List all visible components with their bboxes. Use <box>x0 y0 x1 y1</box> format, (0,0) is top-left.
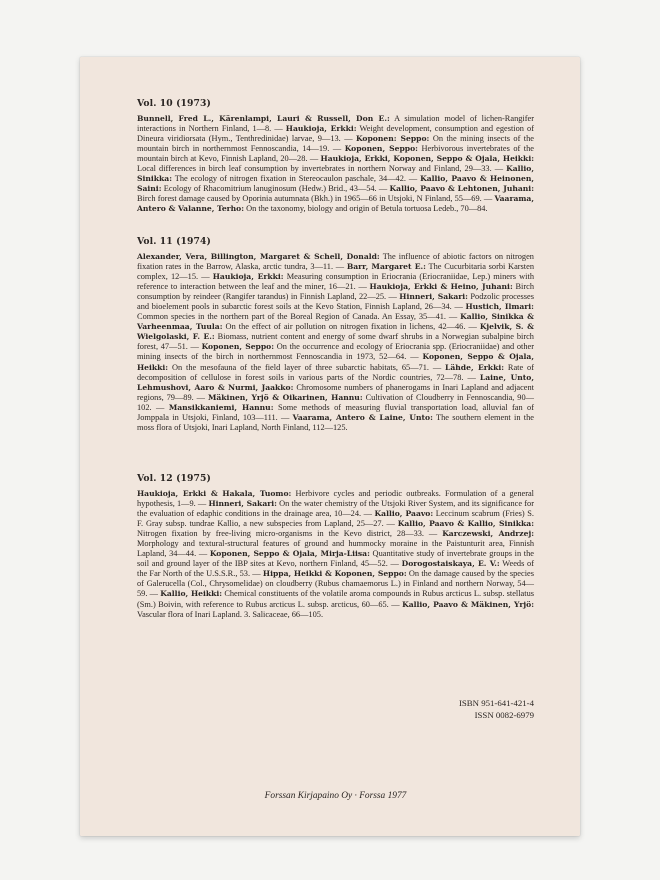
entry-title: On the effect of air pollution on nitrogen fixation in lichens, 42—46. — <box>222 322 480 332</box>
entry-authors: Haukioja, Erkki: <box>212 272 284 282</box>
entry-authors: Karczewski, Andrzej: <box>442 529 534 539</box>
identifiers <box>137 697 534 721</box>
volume-12-section <box>137 473 534 620</box>
entry-title: On the mesofauna of the field layer of three subarctic habitats, 65—71. — <box>168 362 446 372</box>
entry-title: On the mining insects of the mountain birch in northernmost Fennoscandia, 14—19. — <box>137 134 534 154</box>
volume-entries <box>137 114 534 214</box>
entry-authors: Kallio, Sinikka & Varheenmaa, Tuula: <box>137 312 535 332</box>
entry-authors: Kallio, Paavo & Kallio, Sinikka: <box>397 519 535 529</box>
entry-authors: Koponen, Seppo & Ojala, Mirja-Liisa: <box>209 549 370 559</box>
entry-title: The influence of abiotic factors on nitrogen fixation rates in the Barrow, Alaska, arctic tundra, 3—11. — <box>137 252 534 272</box>
isbn-number: ISBN 951-641-421-4 <box>458 698 534 708</box>
entry-title: Chemical constituents of the volatile aroma compounds in Rubus arcticus L. subsp. stellatus (Sm.) Boivin, with reference to Rubus arcticus L. subsp. arcticus, 60—65. — <box>137 589 534 609</box>
entry-authors: Dorogostaiskaya, E. V.: <box>401 559 500 569</box>
entry-title: Measuring consumption in Eriocrania (Eriocraniidae, Lep.) miners with reference to interaction between the leaf and the miner, 16—21. — <box>137 272 534 292</box>
entry-title: The Cucurbitaria sorbi Karsten complex, 12—15. — <box>137 262 534 282</box>
entry-authors: Barr, Margaret E.: <box>346 262 426 272</box>
entry-authors: Kallio, Paavo: <box>374 509 434 519</box>
entry-authors: Kallio, Paavo & Lehtonen, Juhani: <box>389 184 534 194</box>
entry-authors: Hippa, Heikki & Koponen, Seppo: <box>262 569 407 579</box>
back-cover <box>80 57 580 836</box>
entry-authors: Kallio, Paavo & Mäkinen, Yrjö: <box>402 599 534 609</box>
entry-title: Chromosome numbers of phanerogams in Inari Lapland and adjacent regions, 79—89. — <box>137 382 534 402</box>
entry-authors: Kallio, Paavo & Heinonen, Saini: <box>137 174 534 194</box>
entry-authors: Haukioja, Erkki, Koponen, Seppo & Ojala, Heikki: <box>320 154 535 164</box>
entry-authors: Koponen, Seppo & Ojala, Heikki: <box>137 352 534 372</box>
entry-title: Herbivore cycles and periodic outbreaks. Formulation of a general hypothesis, 1—9. — <box>137 489 535 509</box>
volume-heading: Vol. 12 (1975) <box>137 473 211 484</box>
entry-title: Weight development, consumption and egestion of Dineura viridiorsata (Hym., Tenthredinidae) larvae, 9—13. — <box>137 124 534 144</box>
printer-imprint: Forssan Kirjapaino Oy · Forssa 1977 <box>264 791 407 801</box>
entry-title: Nitrogen fixation by free-living micro-organisms in the Kevo district, 28—33. — <box>137 529 443 539</box>
volume-entries <box>137 252 534 433</box>
entry-authors: Haukioja, Erkki: <box>285 124 357 134</box>
entry-title: Birch forest damage caused by Oporinia autumnata (Bkh.) in 1965—66 in Utsjoki, N Finland, 55—69. — <box>137 194 495 204</box>
entry-title: Biomass, nutrient content and energy of some dwarf shrubs in a Norwegian subalpine birch forest, 47—51. — <box>137 332 534 352</box>
entry-authors: Lähde, Erkki: <box>445 362 505 372</box>
volume-entries <box>137 489 534 620</box>
entry-title: Some methods of measuring fluvial transportation load, alluvial fan of Jomppala in Utsjoki, Finland, 103—111. — <box>137 402 534 422</box>
entry-title: Vascular flora of Inari Lapland. 3. Salicaceae, 66—105. <box>137 609 324 619</box>
entry-authors: Laine, Unto, Lehmushovi, Aaro & Nurmi, Jaakko: <box>137 372 534 392</box>
entry-title: Rate of decomposition of cellulose in forest soils in various parts of the Nordic countries, 72—78. — <box>137 362 534 382</box>
entry-authors: Vaarama, Antero & Valanne, Terho: <box>137 194 534 214</box>
entry-title: The ecology of nitrogen fixation in Stereocaulon paschale, 34—42. — <box>172 174 421 184</box>
volume-10-section <box>137 98 534 214</box>
entry-title: Ecology of Rhacomitrium lanuginosum (Hedw.) Brid., 43—54. — <box>161 184 390 194</box>
entry-authors: Kallio, Heikki: <box>160 589 223 599</box>
entry-title: Weeds of the Far North of the U.S.S.R., 53. — <box>137 559 534 579</box>
volume-heading: Vol. 10 (1973) <box>137 98 211 109</box>
entry-title: Leccinum scabrum (Fries) S. F. Gray subsp. tundrae Kallio, a new subspecies from Lapland, 25—27. — <box>137 509 534 529</box>
entry-authors: Hinneri, Sakari: <box>208 499 277 509</box>
entry-title: Quantitative study of invertebrate groups in the soil and ground layer of the IBP sites at Kevo, northern Finland, 45—52. — <box>137 549 534 569</box>
volume-heading: Vol. 11 (1974) <box>137 236 211 247</box>
entry-authors: Koponen: Seppo: <box>356 134 430 144</box>
entry-authors: Mansikkaniemi, Hannu: <box>168 402 274 412</box>
entry-authors: Mäkinen, Yrjö & Oikarinen, Hannu: <box>207 392 363 402</box>
entry-title: Morphology and textural-structural features of ground and hummocky moraine in the Paistunturit area, Finnish Lapland, 34—44. — <box>137 539 534 559</box>
entry-title: Common species in the northern part of the Boreal Region of Canada. An Essay, 35—41. — <box>137 312 461 322</box>
entry-title: On the damage caused by the species of Galerucella (Col., Chrysomelidae) on cloudberry (Rubus chamaemorus L.) in Finland and northern Norway, 54—59. — <box>137 569 534 599</box>
entry-authors: Bunnell, Fred L., Kärenlampi, Lauri & Russell, Don E.: <box>137 114 390 123</box>
entry-authors: Alexander, Vera, Billington, Margaret & Schell, Donald: <box>137 252 380 261</box>
entry-title: Herbivorous invertebrates of the mountain birch at Kevo, Finnish Lapland, 20—28. — <box>137 144 534 164</box>
entry-authors: Hustich, Ilmari: <box>465 302 534 312</box>
entry-title: Local differences in birch leaf consumption by invertebrates in northern Norway and Finland, 29—33. — <box>137 164 507 174</box>
entry-authors: Haukioja, Erkki & Hakala, Tuomo: <box>137 489 292 498</box>
volume-11-section <box>137 236 534 433</box>
entry-authors: Haukioja, Erkki & Heino, Juhani: <box>369 282 513 292</box>
entry-authors: Kjelvik, S. & Wielgolaski, F. E.: <box>137 322 534 342</box>
entry-title: Birch consumption by reindeer (Rangifer tarandus) in Finnish Lapland, 22—25. — <box>137 282 535 302</box>
entry-title: Cultivation of Cloudberry in Fennoscandia, 90—102. — <box>137 392 534 412</box>
entry-authors: Kallio, Sinikka: <box>137 164 534 184</box>
entry-authors: Koponen, Seppo: <box>201 342 275 352</box>
entry-title: Podzolic processes and bioelement pools in subarctic forest soils at the Kevo Station, Finnish Lapland, 26—34. — <box>137 292 534 312</box>
entry-title: On the occurrence and ecology of Eriocrania spp. (Eriocraniidae) and other mining insects of the birch in northernmost Fennoscandia in 1973, 52—64. — <box>137 342 534 362</box>
issn-number: ISSN 0082-6979 <box>474 710 534 720</box>
entry-title: The southern element in the moss flora of Utsjoki, Inari Lapland, North Finland, 112—125. <box>137 412 534 432</box>
entry-authors: Vaarama, Antero & Laine, Unto: <box>292 412 433 422</box>
entry-title: On the water chemistry of the Utsjoki River System, and its significance for the evaluation of edaphic conditions in the drainage area, 10—24. — <box>137 499 534 519</box>
entry-title: A simulation model of lichen-Rangifer interactions in Northern Finland, 1—8. — <box>137 114 534 134</box>
entry-title: On the taxonomy, biology and origin of Betula tortuosa Ledeb., 70—84. <box>244 204 488 214</box>
entry-authors: Hinneri, Sakari: <box>399 292 468 302</box>
entry-authors: Koponen, Seppo: <box>344 144 418 154</box>
